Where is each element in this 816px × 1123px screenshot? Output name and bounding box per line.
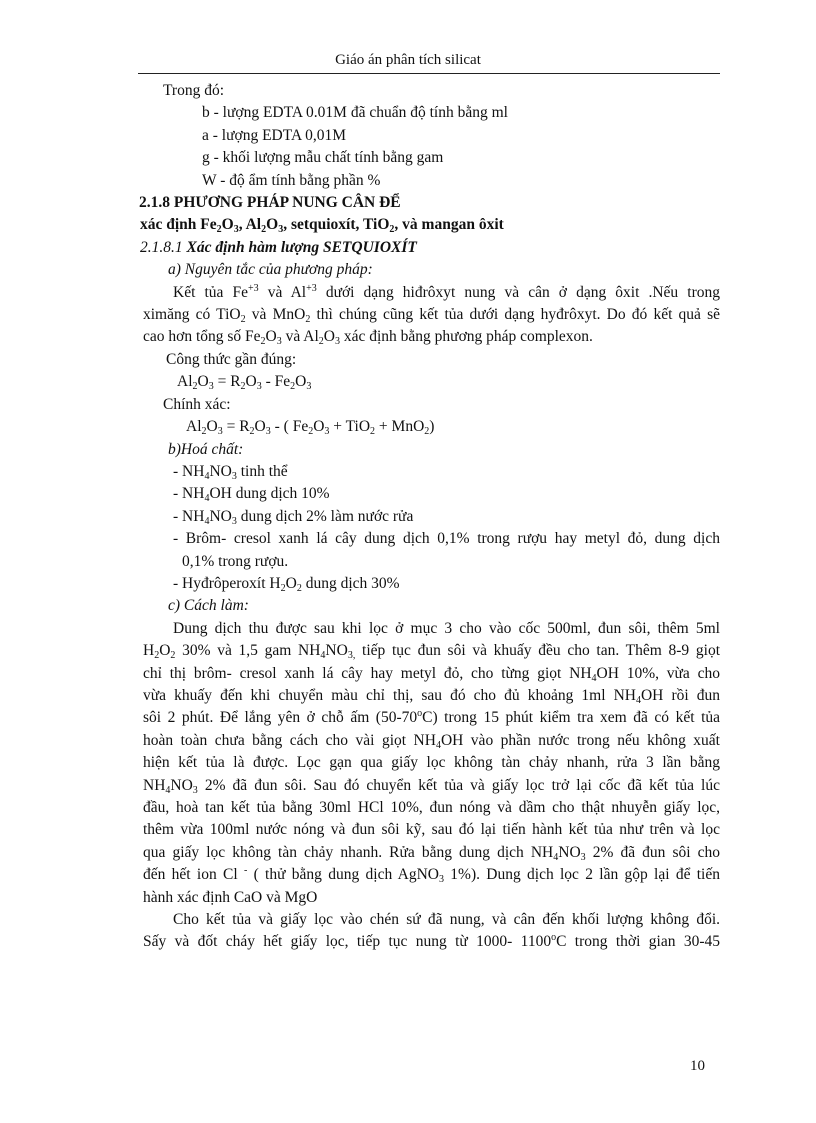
section-title: 2.1.8 PHƯƠNG PHÁP NUNG CÂN ĐỂ (139, 194, 401, 212)
procedure-line-2: $H_2O_2$ 30% và 1,5 gam $NH_4NO_{3,}$ tiếp tục đun sôi và khuấy đều cho tan. Thêm 8-9 giọt (143, 642, 720, 662)
heading-chemicals: b)Hoá chất: (168, 440, 244, 458)
chemical-item-5: - Hyđrôperoxít $H_2O_2$ dung dịch 30% (173, 574, 400, 594)
heading-principle: a) Nguyên tắc của phương pháp: (168, 261, 373, 279)
definition-g: g - khối lượng mẫu chất tính bằng gam (202, 149, 444, 167)
procedure-line-7: hiện kết tủa là được. Lọc gạn qua giấy lọc không tàn chảy nhanh, rửa 3 lần bằng (143, 754, 720, 772)
page-content (139, 80, 721, 954)
procedure-line-6: hoàn toàn chưa bằng cách cho vài giọt $NH_4OH$ vào phần nước trong nếu không xuất (143, 731, 720, 751)
approx-formula: $Al_2O_3 = R_2O_3 - Fe_2O_3$ (177, 373, 312, 393)
approx-formula-label: Công thức gần đúng: (166, 350, 297, 368)
exact-formula-label: Chính xác: (163, 395, 231, 413)
procedure-line-13: hành xác định CaO và MgO (143, 888, 318, 906)
chemical-item-1: - $NH_4NO_3$ tinh thể (173, 462, 288, 482)
principle-line-3: cao hơn tổng số $Fe_2O_3$ và $Al_2O_3$ xác định bằng phương pháp complexon. (143, 328, 593, 348)
chemical-item-4: - Brôm- cresol xanh lá cây dung dịch 0,1% trong rượu hay metyl đỏ, dung dịch (173, 530, 720, 548)
procedure-line-11: qua giấy lọc không tàn chảy nhanh. Rửa bằng dung dịch $NH_4NO_3$ 2% đã đun sôi cho (143, 843, 720, 863)
header-rule (138, 73, 720, 74)
running-header: Giáo án phân tích silicat (335, 52, 481, 68)
procedure-line-5: sôi 2 phút. Để lắng yên ở chỗ ấm (50-70$^o$C) trong 15 phút kiểm tra xem đã có kết tủa (143, 708, 721, 727)
procedure-line-3: chỉ thị brôm- cresol xanh lá cây hay metyl đỏ, cho từng giọt $NH_4OH$ 10%, vừa cho (143, 664, 720, 684)
chemical-item-4-cont: 0,1% trong rượu. (182, 552, 289, 570)
definition-b: b - lượng EDTA 0.01M đã chuẩn độ tính bằng ml (202, 104, 508, 122)
heading-procedure: c) Cách làm: (168, 597, 249, 615)
definition-w: W - độ ẩm tính bằng phần % (202, 171, 381, 189)
procedure-line-9: đầu, hoà tan kết tủa bằng 30ml HCl 10%, đun nóng và dầm cho thật nhuyễn giấy lọc, (143, 799, 720, 816)
chemical-item-3: - $NH_4NO_3$ dung dịch 2% làm nước rửa (173, 507, 414, 527)
ignition-line-1: Cho kết tủa và giấy lọc vào chén sứ đã nung, và cân đến khối lượng không đổi. (173, 911, 720, 929)
principle-line-2: ximăng có TiO$_2$ và MnO$_2$ thì chúng cũng kết tủa dưới dạng hyđrôxyt. Do đó kết quả sẽ (143, 306, 721, 326)
procedure-line-10: thêm vừa 100ml nước nóng và đun sôi kỹ, sau đó lại tiến hành kết tủa như trên và lọc (143, 821, 720, 839)
exact-formula: $Al_2O_3 = R_2O_3$ - ( $Fe_2O_3 + TiO_2 + MnO_2$) (186, 418, 435, 438)
chemical-item-2: - $NH_4OH$ dung dịch 10% (173, 485, 330, 505)
procedure-line-12: đến hết ion Cl - ( thử bằng dung dịch AgNO$_3$ 1%). Dung dịch lọc 2 lần gộp lại để tiến (143, 865, 720, 886)
where-label: Trong đó: (163, 82, 225, 99)
ignition-line-2: Sấy và đốt cháy hết giấy lọc, tiếp tục nung từ 1000- 1100$^o$C trong thời gian 30-45 (143, 932, 720, 951)
section-subtitle: xác định $Fe_2O_3$, $Al_2O_3$, setquioxít, TiO$_2$, và mangan ôxit (140, 216, 504, 236)
definition-a: a - lượng EDTA 0,01M (202, 126, 347, 144)
subsection-title: 2.1.8.1 Xác định hàm lượng SETQUIOXÍT (140, 238, 417, 256)
procedure-line-4: vừa khuấy đến khi chuyển màu chỉ thị, sau đó cho đủ khoảng 1ml $NH_4OH$ rồi đun (143, 686, 720, 706)
procedure-line-1: Dung dịch thu được sau khi lọc ở mục 3 cho vào cốc 500ml, đun sôi, thêm 5ml (173, 619, 720, 637)
page-number: 10 (690, 1058, 705, 1074)
principle-line-1: Kết tủa $Fe^{+3}$ và $Al^{+3}$ dưới dạng hiđrôxyt nung và cân ở dạng ôxit .Nếu trong (173, 282, 720, 301)
procedure-line-8: $NH_4NO_3$ 2% đã đun sôi. Sau đó chuyển kết tủa và giấy lọc trở lại cốc đã kết tủa lúc (143, 776, 720, 796)
